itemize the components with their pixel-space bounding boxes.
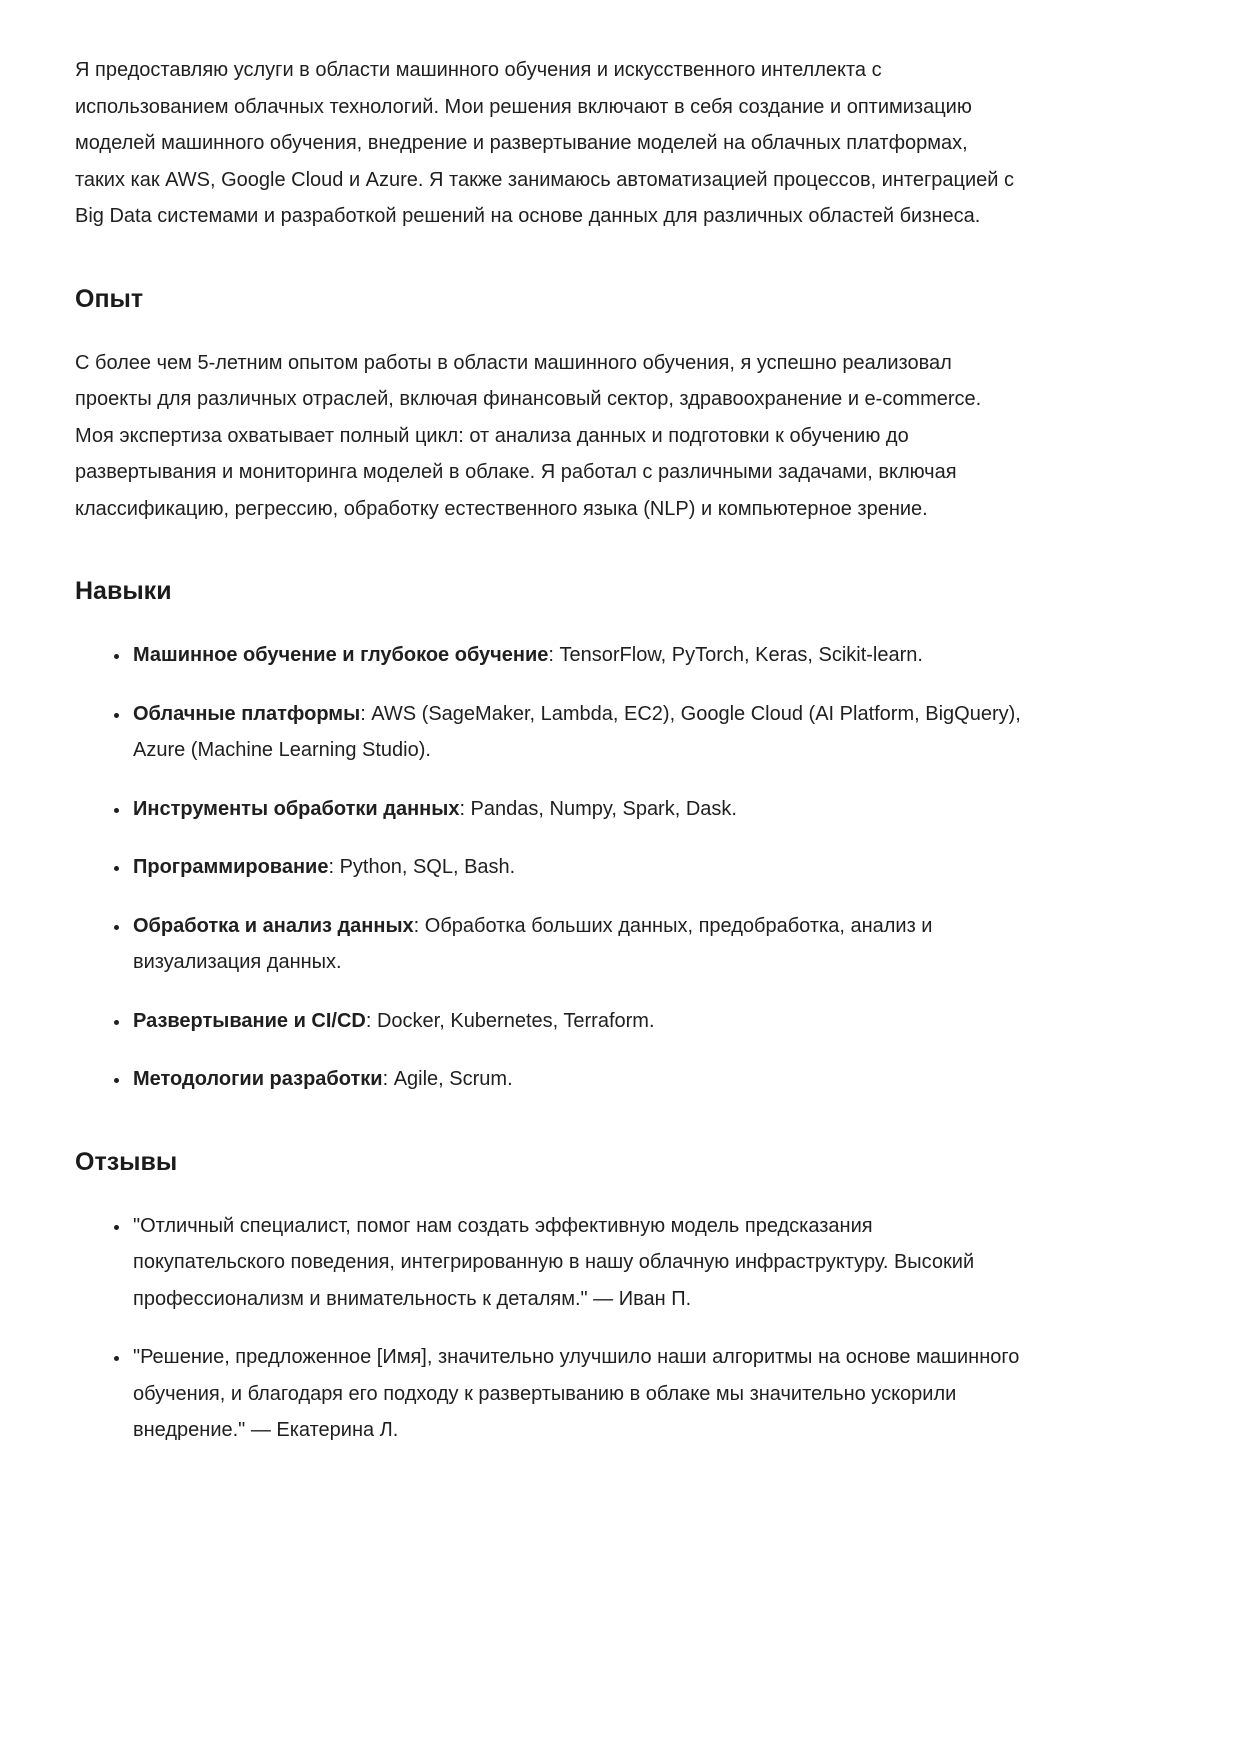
skill-detail: : AWS (SageMaker, Lambda, EC2), Google Cloud (AI Platform, BigQuery), Azure (Machine Learning Studio). (133, 702, 1021, 761)
skill-detail: : Docker, Kubernetes, Terraform. (365, 1009, 655, 1032)
skill-label: Методологии разработки (133, 1068, 383, 1090)
skill-item-methodologies (131, 1061, 1021, 1098)
reviews-list (75, 1208, 1021, 1449)
skill-label: Машинное обучение и глубокое обучение (133, 644, 549, 666)
skill-label: Развертывание и CI/CD (133, 1009, 366, 1032)
skill-item-data-tools (131, 791, 1021, 828)
skill-label: Инструменты обработки данных (133, 797, 460, 820)
skill-detail: : Pandas, Numpy, Spark, Dask. (459, 797, 737, 820)
review-item (131, 1208, 1021, 1318)
skills-heading: Навыки (75, 577, 172, 605)
skill-item-data-analysis (131, 908, 1021, 981)
skill-detail: : TensorFlow, PyTorch, Keras, Scikit-learn. (548, 644, 923, 666)
experience-heading: Опыт (75, 284, 144, 313)
skill-item-cloud (131, 696, 1021, 769)
skill-item-ml (131, 637, 1021, 674)
skill-detail: : Python, SQL, Bash. (328, 856, 516, 878)
skills-list (75, 637, 1021, 1098)
skill-detail: : Обработка больших данных, предобработка, анализ и визуализация данных. (133, 914, 933, 973)
skill-detail: : Agile, Scrum. (382, 1068, 513, 1090)
review-text: "Решение, предложенное [Имя], значительно улучшило наши алгоритмы на основе машинного обучения, и благодаря его подходу к развертыванию в облаке мы значительно ускорили внедрение." — Екатерина Л. (133, 1346, 1020, 1441)
skill-item-programming (131, 849, 1021, 886)
reviews-heading: Отзывы (75, 1147, 178, 1176)
experience-paragraph: С более чем 5-летним опытом работы в области машинного обучения, я успешно реализовал проекты для различных отраслей, включая финансовый сектор, здравоохранение и e-commerce. Моя экспертиза охватывает полный цикл: от анализа данных и подготовки к обучению до развертывания и мониторинга моделей в облаке. Я работал с различными задачами, включая классификацию, регрессию, обработку естественного языка (NLP) и компьютерное зрение. (75, 351, 982, 520)
intro-paragraph: Я предоставляю услуги в области машинного обучения и искусственного интеллекта с использованием облачных технологий. Мои решения включают в себя создание и оптимизацию моделей машинного обучения, внедрение и развертывание моделей на облачных платформах, таких как AWS, Google Cloud и Azure. Я также занимаюсь автоматизацией процессов, интеграцией с Big Data системами и разработкой решений на основе данных для различных областей бизнеса. (75, 59, 1014, 227)
skill-label: Облачные платформы (133, 702, 361, 725)
skill-item-cicd (131, 1003, 1021, 1040)
review-text: "Отличный специалист, помог нам создать эффективную модель предсказания покупательского поведения, интегрированную в нашу облачную инфраструктуру. Высокий профессионализм и внимательность к деталям." — Иван П. (133, 1214, 975, 1310)
review-item (131, 1339, 1021, 1449)
skill-label: Обработка и анализ данных (133, 914, 414, 937)
skill-label: Программирование (133, 856, 329, 878)
